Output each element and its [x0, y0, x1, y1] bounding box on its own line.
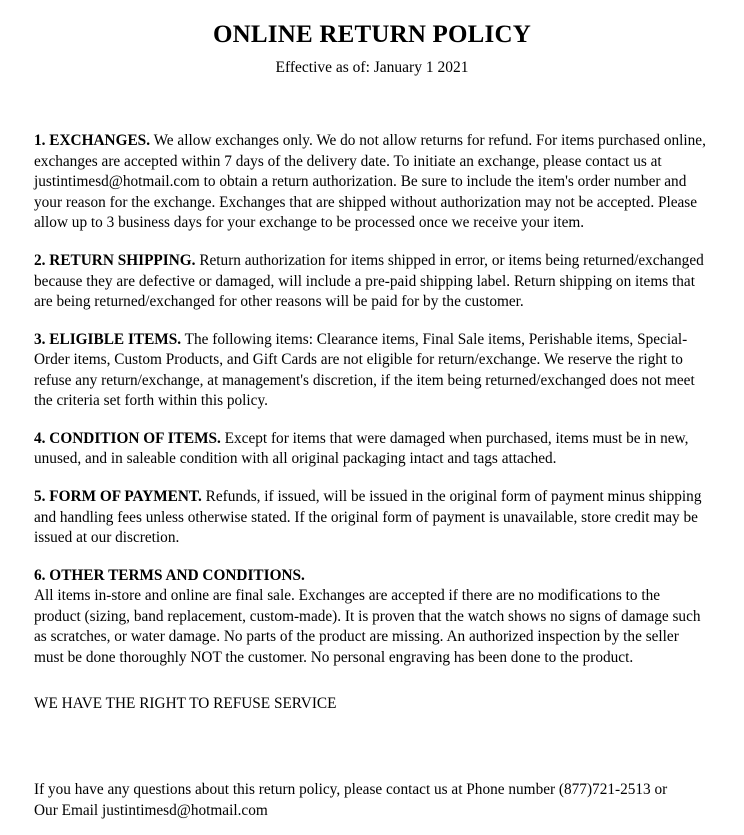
section-4-heading: 4. CONDITION OF ITEMS.: [34, 429, 221, 447]
section-1-body: We allow exchanges only. We do not allow returns for refund. For items purchased online, exchanges are accepted within 7 days of the delivery date. To initiate an exchange, please contact us at justintimesd@hotmail.com to obtain a return authorization. Be sure to include the item's order number and your reason for the exchange. Exchanges that are shipped without authorization may not be accepted. Please allow up to 3 business days for your exchange to be processed once we receive your item.: [34, 132, 706, 232]
policy-section-4: [34, 429, 710, 470]
policy-section-1: [34, 131, 710, 234]
section-1-heading: 1. EXCHANGES.: [34, 132, 151, 150]
section-3-heading: 3. ELIGIBLE ITEMS.: [34, 330, 182, 348]
section-3-body: The following items: Clearance items, Final Sale items, Perishable items, Special-Order items, Custom Products, and Gift Cards are not eligible for return/exchange. We reserve the right to refuse any return/exchange, at management's discretion, if the item being returned/exchanged does not meet the criteria set forth within this policy.: [34, 330, 695, 410]
section-5-heading: 5. FORM OF PAYMENT.: [34, 488, 202, 506]
policy-section-2: [34, 251, 710, 313]
policy-section-5: [34, 487, 710, 549]
section-6-body: All items in-store and online are final sale. Exchanges are accepted if there are no modifications to the product (sizing, band replacement, custom-made). It is proven that the watch shows no signs of damage such as scratches, or water damage. No parts of the product are missing. An authorized inspection by the seller must be done thoroughly NOT the customer. No personal engraving has been done to the product.: [34, 587, 701, 666]
section-4-body: Except for items that were damaged when purchased, items must be in new, unused, and in saleable condition with all original packaging intact and tags attached.: [34, 429, 689, 468]
footer-line-1: If you have any questions about this return policy, please contact us at Phone number (877)721-2513 or: [34, 781, 668, 798]
section-5-body: Refunds, if issued, will be issued in the original form of payment minus shipping and handling fees unless otherwise stated. If the original form of payment is unavailable, store credit may be issued at our discretion.: [34, 488, 702, 547]
policy-sections: [34, 131, 710, 668]
policy-section-6: [34, 566, 710, 669]
section-6-heading: 6. OTHER TERMS AND CONDITIONS.: [34, 566, 305, 584]
refuse-service-statement: WE HAVE THE RIGHT TO REFUSE SERVICE: [34, 694, 337, 712]
footer-line-2: Our Email justintimesd@hotmail.com: [34, 801, 268, 819]
footer-contact-block: [34, 780, 710, 821]
section-2-body: Return authorization for items shipped in error, or items being returned/exchanged because they are defective or damaged, will include a pre-paid shipping label. Return shipping on items that are being returned/exchanged for other reasons will be paid for by the customer.: [34, 251, 704, 311]
policy-section-3: [34, 330, 710, 412]
section-2-heading: 2. RETURN SHIPPING.: [34, 251, 196, 269]
page-title: ONLINE RETURN POLICY: [213, 21, 531, 48]
effective-date-subtitle: Effective as of: January 1 2021: [275, 59, 469, 76]
